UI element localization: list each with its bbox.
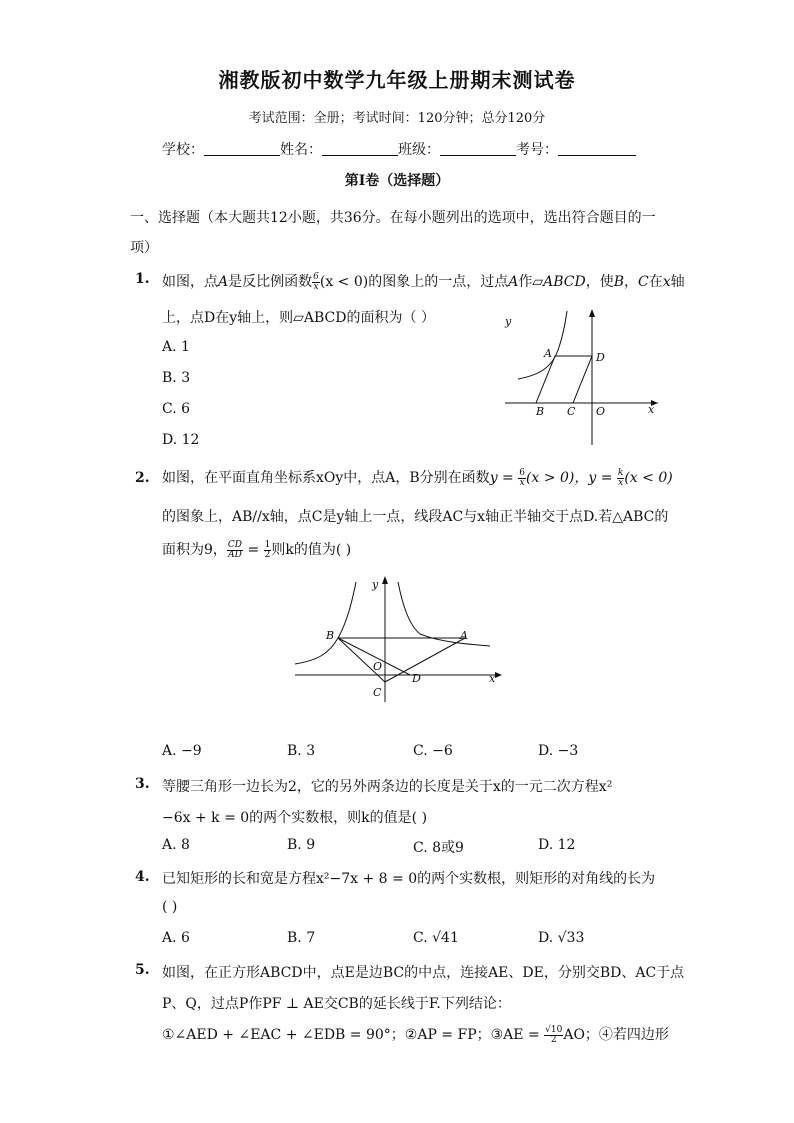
q1-number: 1. — [135, 271, 150, 287]
q3-option-d[interactable]: D. 12 — [538, 837, 576, 853]
q1-option-d[interactable]: D. 12 — [162, 432, 200, 448]
q5-line1: 如图，在正方形ABCD中，点E是边BC的中点，连接AE、DE，分别交BD、AC于点 — [162, 965, 685, 981]
q1-parallelogram — [536, 356, 592, 403]
q2-number: 2. — [135, 470, 150, 486]
q2-label-d: D — [412, 672, 421, 685]
q4-option-c[interactable]: C. √41 — [413, 930, 459, 946]
exam-subtitle: 考试范围：全册；考试时间：120分钟；总分120分 — [248, 111, 546, 126]
q4-option-a[interactable]: A. 6 — [162, 930, 190, 946]
q2-line2: 的图象上，AB//x轴，点C是y轴上一点，线段AC与x轴正半轴交于点D.若△ABC的 — [162, 509, 669, 525]
q1-label-c: C — [567, 405, 576, 418]
q2-x-arrow — [495, 672, 502, 678]
q4-number: 4. — [135, 869, 150, 885]
q1-line2: 上，点D在y轴上，则▱ABCD的面积为（ ） — [162, 310, 435, 326]
q4-line2: ( ) — [162, 899, 178, 915]
q3-option-a[interactable]: A. 8 — [162, 837, 190, 853]
q4-line1: 已知矩形的长和宽是方程x²−7x + 8 = 0的两个实数根，则矩形的对角线的长为 — [162, 871, 656, 887]
q5-line3: ①∠AED + ∠EAC + ∠EDB = 90°；②AP = FP；③AE = $\frac{√10}{2}$ AO；④若四边形 — [162, 1024, 669, 1045]
q1-option-a[interactable]: A. 1 — [162, 339, 190, 355]
q1-label-x: x — [648, 403, 655, 416]
q5-number: 5. — [135, 962, 150, 978]
q1-label-d: D — [596, 351, 605, 364]
q3-line2: −6x + k = 0的两个实数根，则k的值是( ) — [162, 810, 428, 826]
student-info-fields — [162, 139, 636, 159]
q1-line1: 如图，点A是反比例函数 $\frac{6}{x}$ (x < 0)的图象上的一点，过点A作▱ABCD，使B，C在x轴 — [162, 271, 685, 292]
exam-title: 湘教版初中数学九年级上册期末测试卷 — [218, 68, 576, 92]
q2-label-a: A — [460, 629, 468, 642]
class-label: 班级： — [398, 142, 440, 158]
school-blank[interactable] — [204, 141, 280, 156]
q1-option-b[interactable]: B. 3 — [162, 370, 191, 386]
q2-y-arrow — [382, 576, 388, 584]
q4-option-b[interactable]: B. 7 — [287, 930, 316, 946]
q2-option-a[interactable]: A. −9 — [162, 743, 202, 759]
q2-label-o: O — [373, 660, 383, 673]
q1-figure — [500, 305, 670, 450]
q3-line1: 等腰三角形一边长为2，它的另外两条边的长度是关于x的一元二次方程x² — [162, 779, 613, 795]
q2-figure — [290, 572, 505, 707]
school-label: 学校： — [162, 142, 204, 158]
q2-line1: 如图，在平面直角坐标系xOy中，点A，B分别在函数y = $\frac{6}{x}$ (x > 0)，y = $\frac{k}{x}$ (x < 0) — [162, 467, 673, 488]
q1-label-b: B — [536, 405, 545, 418]
q2-label-x: x — [489, 672, 496, 685]
q2-right-curve — [398, 582, 490, 646]
q3-option-c[interactable]: C. 8或9 — [413, 840, 464, 856]
q1-label-o: O — [596, 405, 606, 418]
q3-option-b[interactable]: B. 9 — [287, 837, 316, 853]
class-blank[interactable] — [440, 141, 516, 156]
section-heading: 一、选择题（本大题共12小题，共36分。在每小题列出的选项中，选出符合题目的一项） — [130, 210, 656, 256]
q2-label-b: B — [326, 629, 335, 642]
q1-fraction: $\frac{6}{x}$ — [313, 271, 319, 292]
q4-option-d[interactable]: D. √33 — [538, 930, 585, 946]
q1-label-y: y — [505, 315, 512, 328]
q2-left-curve — [295, 582, 356, 664]
q2-line3: 面积为9， $\frac{CD}{AD}$ = $\frac{1}{2}$ 则k的值为( ) — [162, 539, 352, 560]
number-blank[interactable] — [558, 141, 636, 156]
part-heading: 第Ⅰ卷（选择题） — [344, 173, 450, 189]
q2-label-y: y — [372, 578, 379, 591]
q1-y-arrow — [589, 309, 595, 317]
name-label: 姓名： — [280, 142, 322, 158]
q5-line2: P、Q，过点P作PF ⊥ AE交CB的延长线于F.下列结论： — [162, 996, 511, 1012]
q1-curve — [518, 311, 567, 379]
name-blank[interactable] — [322, 141, 398, 156]
q1-option-c[interactable]: C. 6 — [162, 401, 191, 417]
number-label: 考号： — [516, 142, 558, 158]
q2-option-d[interactable]: D. −3 — [538, 743, 579, 759]
q2-label-c: C — [373, 686, 382, 699]
q2-option-b[interactable]: B. 3 — [287, 743, 316, 759]
q2-option-c[interactable]: C. −6 — [413, 743, 453, 759]
q3-number: 3. — [135, 776, 150, 792]
q1-label-a: A — [544, 347, 552, 360]
